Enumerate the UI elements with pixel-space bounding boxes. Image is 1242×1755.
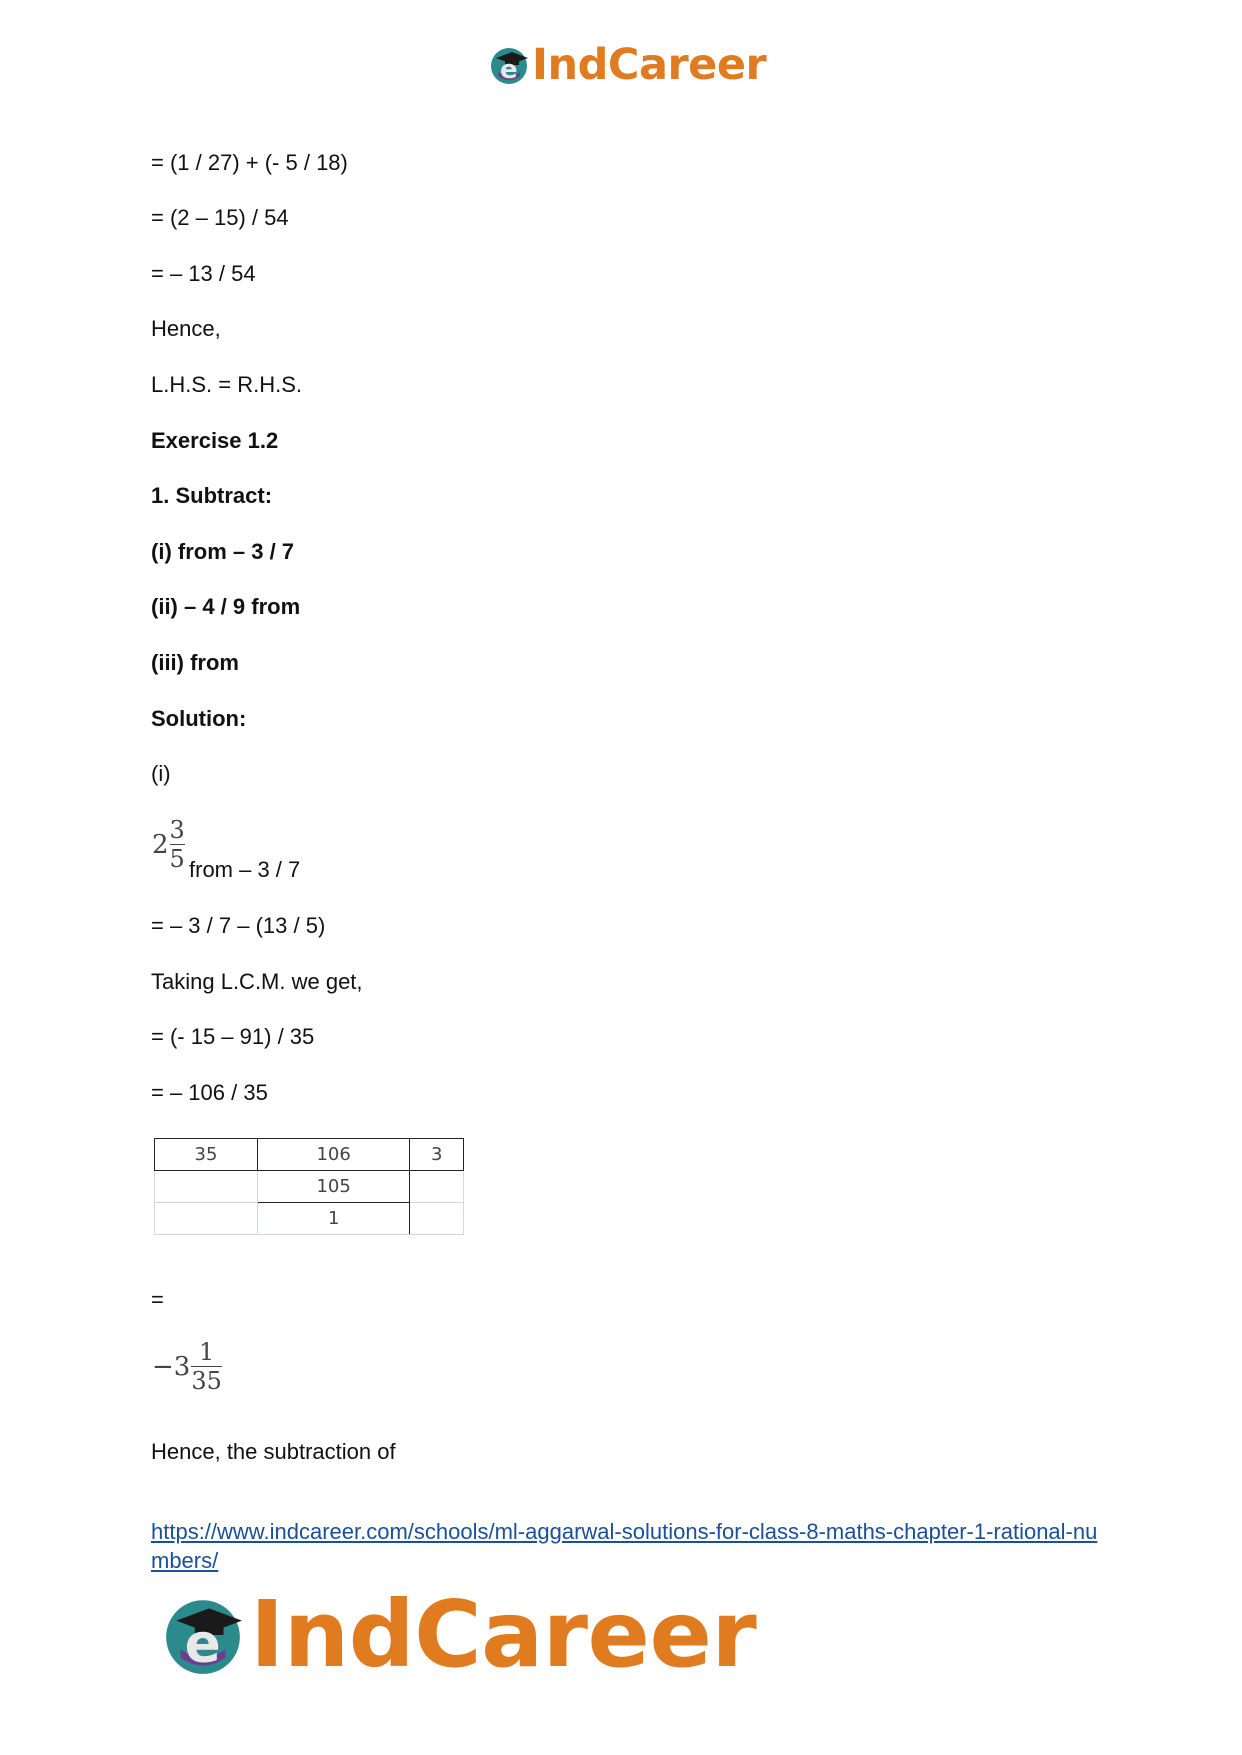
equation-line: = (1 / 27) + (- 5 / 18)	[151, 150, 348, 175]
equation-line: = – 106 / 35	[151, 1080, 268, 1105]
fraction-numerator: 3	[169, 816, 185, 844]
table-cell: 3	[410, 1139, 464, 1171]
equation-line: = – 3 / 7 – (13 / 5)	[151, 913, 326, 938]
logo-wordmark: IndCareer	[250, 1581, 757, 1688]
table-cell	[155, 1171, 258, 1203]
svg-text:e: e	[500, 55, 518, 85]
indcareer-logo-footer	[160, 1581, 757, 1688]
table-cell: 1	[258, 1203, 410, 1235]
fraction-numerator: 1	[198, 1338, 215, 1366]
text-line: from – 3 / 7	[189, 857, 301, 882]
table-cell	[410, 1203, 464, 1235]
question-part: (i) from – 3 / 7	[151, 539, 295, 564]
table-cell	[410, 1171, 464, 1203]
table-cell: 105	[258, 1171, 410, 1203]
indcareer-logo-header	[488, 40, 766, 90]
fraction-denominator: 35	[191, 1367, 222, 1395]
mixed-fraction-result: −3 1 35	[152, 1338, 222, 1395]
fraction-denominator: 5	[169, 845, 185, 873]
equation-line: = – 13 / 54	[151, 261, 256, 286]
table-cell: 106	[258, 1139, 410, 1171]
division-table	[154, 1138, 470, 1255]
table-cell: 35	[155, 1139, 258, 1171]
text-line: Taking L.C.M. we get,	[151, 969, 363, 994]
text-line: Hence,	[151, 316, 221, 341]
question-part: (ii) – 4 / 9 from	[151, 594, 301, 619]
solution-part-label: (i)	[151, 761, 171, 786]
table-cell	[155, 1203, 258, 1235]
conclusion-text: Hence, the subtraction of	[151, 1439, 396, 1464]
equation-line: = (2 – 15) / 54	[151, 205, 289, 230]
graduation-cap-icon	[160, 1592, 246, 1678]
equals-sign: =	[151, 1287, 164, 1312]
mixed-fraction: 2 3 5	[152, 816, 185, 873]
equation-line: = (- 15 – 91) / 35	[151, 1024, 315, 1049]
solution-heading: Solution:	[151, 706, 247, 731]
svg-text:e: e	[184, 1612, 221, 1675]
exercise-heading: Exercise 1.2	[151, 428, 279, 453]
question-heading: 1. Subtract:	[151, 483, 273, 508]
logo-wordmark: IndCareer	[532, 40, 767, 90]
graduation-cap-icon	[488, 44, 530, 86]
question-part: (iii) from	[151, 650, 239, 675]
source-link[interactable]: https://www.indcareer.com/schools/ml-aggarwal-solutions-for-class-8-maths-chapter-1-rational-numbers/	[151, 1519, 1098, 1573]
text-line: L.H.S. = R.H.S.	[151, 372, 302, 397]
